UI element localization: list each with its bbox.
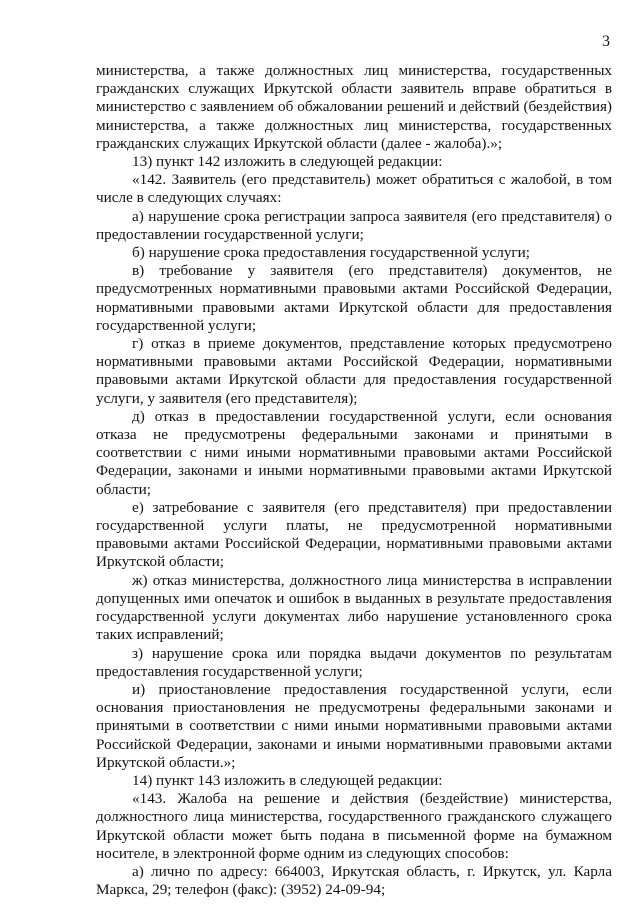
paragraph: 13) пункт 142 изложить в следующей редакции: xyxy=(132,153,443,171)
paragraph: а) лично по адресу: 664003, Иркутская область, г. Иркутск, ул. Карла Маркса, 29; телефон (факс): (3952) 24-09-94; xyxy=(96,862,612,899)
paragraph: «142. Заявитель (его представитель) может обратиться с жалобой, в том числе в следующих случаях: xyxy=(96,171,612,207)
paragraph: и) приостановление предоставления государственной услуги, если основания приостановления не предусмотрены федеральными законами и принятыми в соответствии с ними иными нормативными правовыми актами Российской Федерации, законами и иными нормативными правовыми актами Иркутской области.»; xyxy=(96,680,612,771)
paragraph: ж) отказ министерства, должностного лица министерства в исправлении допущенных ими опечаток и ошибок в выданных в результате предоставления государственной услуги документах либо нарушение установленного срока таких исправлений; xyxy=(96,571,612,644)
paragraph: министерства, а также должностных лиц министерства, государственных гражданских служащих Иркутской области заявитель вправе обратиться в министерство с заявлением об обжаловании решений и действий (бездействия) министерства, а также должностных лиц министерства, государственных гражданских служащих Иркутской области (далее - жалоба).»; xyxy=(96,62,612,152)
paragraph: «143. Жалоба на решение и действия (бездействие) министерства, должностного лица министерства, государственного гражданского служащего Иркутской области может быть подана в письменной форме на бумажном носителе, в электронной форме одним из следующих способов: xyxy=(96,790,612,862)
paragraph: в) требование у заявителя (его представителя) документов, не предусмотренных нормативными правовыми актами Российской Федерации, нормативными правовыми актами Иркутской области для предоставления государственной услуги; xyxy=(96,262,612,334)
paragraph: е) затребование с заявителя (его представителя) при предоставлении государственной услуги платы, не предусмотренной нормативными правовыми актами Российской Федерации, нормативными правовыми актами Иркутской области; xyxy=(96,498,612,571)
paragraph: 14) пункт 143 изложить в следующей редакции: xyxy=(132,771,443,789)
paragraph: з) нарушение срока или порядка выдачи документов по результатам предоставления государственной услуги; xyxy=(96,644,612,680)
page-number: 3 xyxy=(602,33,610,50)
paragraph: г) отказ в приеме документов, представление которых предусмотрено нормативными правовыми актами Российской Федерации, нормативными правовыми актами Иркутской области для предоставления государственной услуги, у заявителя (его представителя); xyxy=(96,335,612,407)
document-body xyxy=(96,62,612,899)
paragraph: б) нарушение срока предоставления государственной услуги; xyxy=(132,244,530,262)
paragraph: а) нарушение срока регистрации запроса заявителя (его представителя) о предоставлении государственной услуги; xyxy=(96,207,612,243)
paragraph: д) отказ в предоставлении государственной услуги, если основания отказа не предусмотрены федеральными законами и принятыми в соответствии с ними иными нормативными правовыми актами Российской Федерации, законами и иными нормативными правовыми актами Иркутской области; xyxy=(96,407,612,498)
